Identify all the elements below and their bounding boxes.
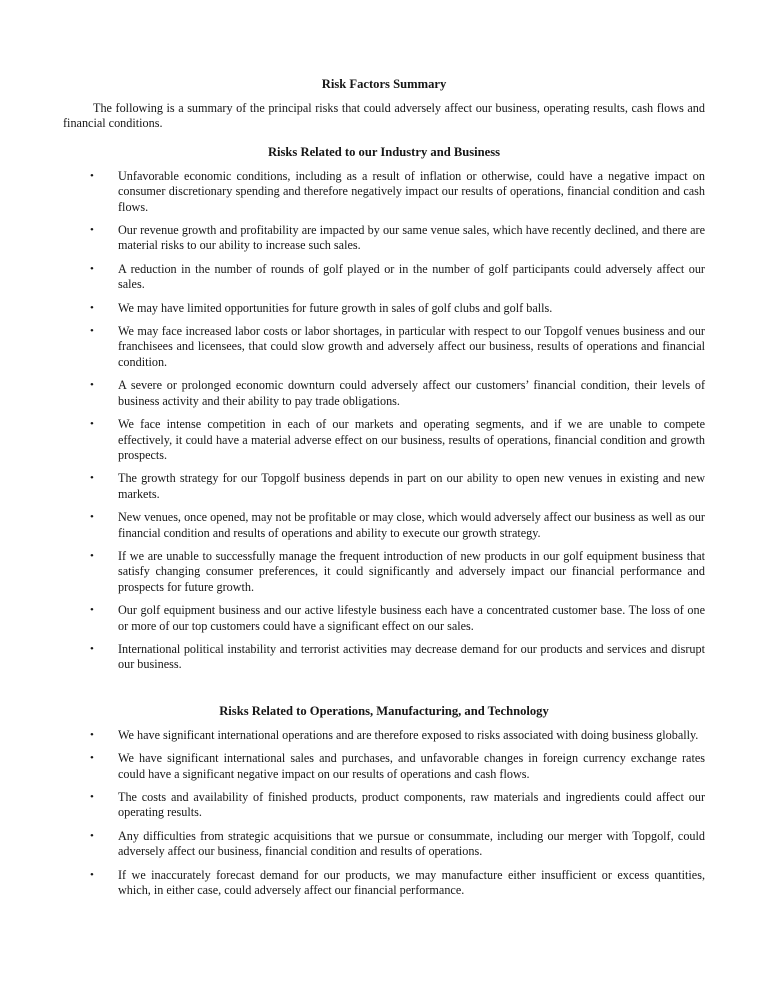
bullet-text: The growth strategy for our Topgolf business depends in part on our ability to open new venues in existing and new markets. [118, 471, 705, 501]
bullet-icon: • [90, 829, 94, 842]
bullet-icon: • [90, 262, 94, 275]
bullet-icon: • [90, 325, 94, 338]
bullet-text: We have significant international sales and purchases, and unfavorable changes in foreign currency exchange rates could have a significant negative impact on our results of operations and cash flows. [118, 751, 705, 781]
bullet-text: Any difficulties from strategic acquisitions that we pursue or consummate, including our merger with Topgolf, could adversely affect our business, financial condition and results of operations. [118, 828, 705, 859]
bullet-icon: • [90, 549, 94, 562]
bullet-text: Unfavorable economic conditions, including as a result of inflation or otherwise, could have a negative impact on consumer discretionary spending and therefore negatively impact our results of operations, financial condition and cash flows. [118, 168, 705, 214]
risk-bullet-item [63, 378, 705, 409]
risk-bullet-item [63, 324, 705, 370]
risk-bullet-item [63, 728, 705, 743]
bullet-icon: • [90, 224, 94, 237]
risk-bullet-item [63, 642, 705, 673]
bullet-list [63, 728, 705, 899]
section-heading: Risks Related to Operations, Manufacturing, and Technology [219, 703, 549, 718]
intro-paragraph: The following is a summary of the principal risks that could adversely affect our business, operating results, cash flows and financial conditions. [63, 101, 705, 131]
bullet-icon: • [90, 728, 94, 741]
bullet-icon: • [90, 868, 94, 881]
bullet-icon: • [90, 604, 94, 617]
bullet-text: New venues, once opened, may not be profitable or may close, which would adversely affect our business as well as our financial condition and results of operations and ability to execute our growth strategy. [118, 510, 705, 540]
risk-bullet-item [63, 223, 705, 254]
bullet-icon: • [90, 301, 94, 314]
bullet-text: A severe or prolonged economic downturn could adversely affect our customers’ financial condition, their levels of business activity and their ability to pay trade obligations. [118, 378, 705, 408]
bullet-icon: • [90, 472, 94, 485]
risk-bullet-item [63, 790, 705, 821]
bullet-text: International political instability and terrorist activities may decrease demand for our products and services and disrupt our business. [118, 641, 705, 672]
risk-bullet-item [63, 829, 705, 860]
bullet-icon: • [90, 752, 94, 765]
bullet-text: Our golf equipment business and our active lifestyle business each have a concentrated customer base. The loss of one or more of our top customers could have a significant effect on our sales. [118, 603, 705, 633]
risk-bullet-item [63, 603, 705, 634]
bullet-icon: • [90, 418, 94, 431]
sections-container [63, 145, 705, 899]
risk-bullet-item [63, 510, 705, 541]
risk-bullet-item [63, 262, 705, 293]
bullet-text: Our revenue growth and profitability are impacted by our same venue sales, which have recently declined, and there are material risks to our ability to increase such sales. [118, 223, 705, 253]
bullet-text: A reduction in the number of rounds of golf played or in the number of golf participants could adversely affect our sales. [118, 261, 705, 292]
risk-bullet-item [63, 169, 705, 215]
risk-bullet-item [63, 301, 705, 316]
risk-bullet-item [63, 417, 705, 463]
bullet-icon: • [90, 791, 94, 803]
bullet-icon: • [90, 379, 94, 392]
risk-bullet-item [63, 471, 705, 502]
risk-bullet-item [63, 751, 705, 782]
bullet-text: If we inaccurately forecast demand for our products, we may manufacture either insufficient or excess quantities, which, in either case, could adversely affect our financial performance. [118, 867, 705, 898]
bullet-text: We may face increased labor costs or labor shortages, in particular with respect to our Topgolf venues business and our franchisees and licensees, that could slow growth and adversely affect our business, results of operations and financial condition. [118, 324, 705, 369]
risk-bullet-item [63, 868, 705, 899]
bullet-text: If we are unable to successfully manage the frequent introduction of new products in our golf equipment business that satisfy changing consumer preferences, it could significantly and adversely impact our financial performance and prospects for future growth. [118, 548, 705, 594]
bullet-icon: • [90, 642, 94, 655]
bullet-list [63, 169, 705, 673]
bullet-text: We face intense competition in each of our markets and operating segments, and if we are unable to compete effectively, it could have a material adverse effect on our business, results of operations, financial condition and growth prospects. [118, 417, 705, 462]
section-heading: Risks Related to our Industry and Business [267, 144, 501, 159]
bullet-icon: • [90, 511, 94, 524]
bullet-text: We may have limited opportunities for future growth in sales of golf clubs and golf balls. [118, 300, 553, 315]
bullet-text: The costs and availability of finished products, product components, raw materials and ingredients could affect our operating results. [118, 790, 705, 820]
risk-bullet-item [63, 549, 705, 595]
bullet-text: We have significant international operations and are therefore exposed to risks associated with doing business globally. [118, 727, 699, 742]
page-title: Risk Factors Summary [321, 77, 447, 91]
bullet-icon: • [90, 169, 94, 182]
